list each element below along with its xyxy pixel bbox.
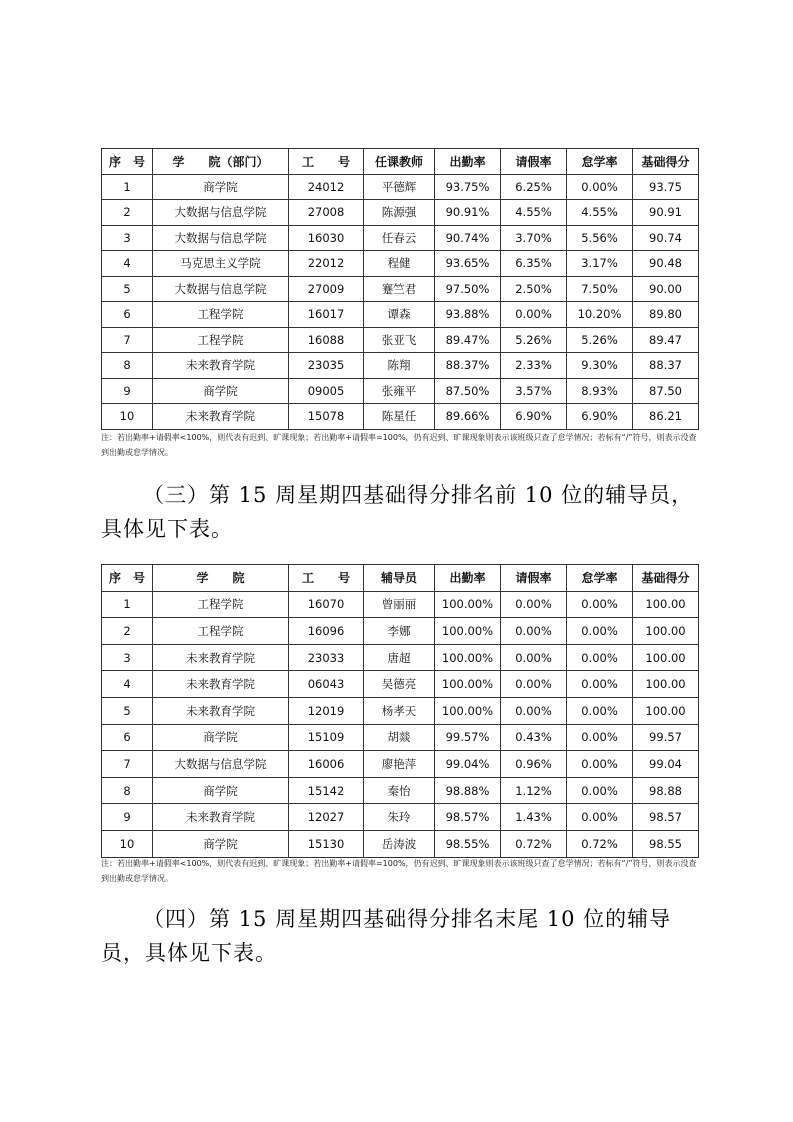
column-header: 序 号	[102, 565, 153, 592]
table-cell: 100.00	[633, 618, 699, 645]
table-cell: 3	[102, 644, 153, 671]
table-cell: 秦怡	[364, 777, 435, 804]
table-cell: 大数据与信息学院	[153, 751, 289, 778]
table-cell: 0.72%	[567, 830, 633, 857]
table-cell: 杨孝天	[364, 697, 435, 724]
table-cell: 100.00	[633, 697, 699, 724]
table-cell: 90.91%	[435, 200, 501, 226]
table-cell: 5.56%	[567, 225, 633, 251]
column-header: 学 院	[153, 565, 289, 592]
table-cell: 1.43%	[501, 804, 567, 831]
table-row	[102, 225, 699, 251]
table-cell: 0.43%	[501, 724, 567, 751]
table-cell: 15109	[289, 724, 364, 751]
table-cell: 100.00%	[435, 618, 501, 645]
table-cell: 93.65%	[435, 251, 501, 277]
table-cell: 5	[102, 276, 153, 302]
table-cell: 平德辉	[364, 174, 435, 200]
table-cell: 大数据与信息学院	[153, 225, 289, 251]
table-cell: 0.00%	[567, 644, 633, 671]
column-header: 出勤率	[435, 149, 501, 175]
column-header: 出勤率	[435, 565, 501, 592]
table-cell: 8.93%	[567, 378, 633, 404]
table-cell: 89.80	[633, 302, 699, 328]
table-row	[102, 327, 699, 353]
table-footnote: 注：若出勤率+请假率<100%，则代表有迟到、旷课现象；若出勤率+请假率=100%，仍有迟到、旷课现象则表示该班级只查了怠学情况；若标有“/”符号，则表示没查到出勤或怠学情况。	[101, 433, 697, 457]
table-cell: 5.26%	[501, 327, 567, 353]
table-cell: 大数据与信息学院	[153, 200, 289, 226]
table-cell: 1.12%	[501, 777, 567, 804]
table-cell: 陈星任	[364, 404, 435, 430]
table-cell: 曾丽丽	[364, 591, 435, 618]
table-cell: 88.37	[633, 353, 699, 379]
table-cell: 0.00%	[567, 591, 633, 618]
table-cell: 89.47	[633, 327, 699, 353]
table-cell: 未来教育学院	[153, 353, 289, 379]
table-cell: 蹇竺君	[364, 276, 435, 302]
table-row	[102, 200, 699, 226]
table-cell: 9	[102, 378, 153, 404]
table-row	[102, 618, 699, 645]
table-cell: 未来教育学院	[153, 404, 289, 430]
table-row	[102, 804, 699, 831]
table-cell: 9.30%	[567, 353, 633, 379]
table-cell: 张雍平	[364, 378, 435, 404]
table-row	[102, 174, 699, 200]
table-cell: 22012	[289, 251, 364, 277]
column-header: 怠学率	[567, 565, 633, 592]
table-cell: 谭森	[364, 302, 435, 328]
column-header: 学 院（部门）	[153, 149, 289, 175]
table-cell: 0.00%	[567, 777, 633, 804]
table-cell: 9	[102, 804, 153, 831]
table-cell: 6.25%	[501, 174, 567, 200]
table-cell: 未来教育学院	[153, 697, 289, 724]
table-cell: 100.00%	[435, 644, 501, 671]
table-cell: 98.88%	[435, 777, 501, 804]
column-header: 怠学率	[567, 149, 633, 175]
teacher-ranking-table	[101, 148, 699, 430]
table-cell: 6.90%	[501, 404, 567, 430]
table-cell: 16006	[289, 751, 364, 778]
table-cell: 90.48	[633, 251, 699, 277]
table-cell: 10	[102, 404, 153, 430]
table-cell: 0.00%	[567, 724, 633, 751]
table-cell: 3.57%	[501, 378, 567, 404]
table-row	[102, 830, 699, 857]
table-cell: 2.33%	[501, 353, 567, 379]
table-cell: 0.00%	[567, 618, 633, 645]
table-cell: 8	[102, 777, 153, 804]
table-cell: 未来教育学院	[153, 671, 289, 698]
table-cell: 0.00%	[501, 644, 567, 671]
column-header: 请假率	[501, 149, 567, 175]
table-cell: 10.20%	[567, 302, 633, 328]
table-cell: 2	[102, 200, 153, 226]
table-cell: 93.75%	[435, 174, 501, 200]
table-cell: 23035	[289, 353, 364, 379]
table-cell: 唐超	[364, 644, 435, 671]
table-cell: 97.50%	[435, 276, 501, 302]
table-cell: 0.00%	[501, 671, 567, 698]
table-cell: 98.57	[633, 804, 699, 831]
table-cell: 0.72%	[501, 830, 567, 857]
table-cell: 工程学院	[153, 618, 289, 645]
table-cell: 张亚飞	[364, 327, 435, 353]
table-row	[102, 276, 699, 302]
table-cell: 16096	[289, 618, 364, 645]
column-header: 请假率	[501, 565, 567, 592]
table-cell: 89.47%	[435, 327, 501, 353]
table-cell: 0.00%	[501, 697, 567, 724]
table-cell: 16030	[289, 225, 364, 251]
table-cell: 98.55%	[435, 830, 501, 857]
table-cell: 7	[102, 327, 153, 353]
table-footnote: 注：若出勤率+请假率<100%，则代表有迟到、旷课现象；若出勤率+请假率=100%，仍有迟到、旷课现象则表示该班级只查了怠学情况；若标有“/”符号，则表示没查到出勤或怠学情况。	[101, 859, 697, 883]
table-cell: 朱玲	[364, 804, 435, 831]
table-cell: 7	[102, 751, 153, 778]
table-cell: 24012	[289, 174, 364, 200]
table-cell: 89.66%	[435, 404, 501, 430]
table-cell: 10	[102, 830, 153, 857]
table-cell: 3	[102, 225, 153, 251]
counselor-top-ranking-table	[101, 564, 699, 858]
table-cell: 88.37%	[435, 353, 501, 379]
table-row	[102, 251, 699, 277]
table-cell: 岳涛波	[364, 830, 435, 857]
table-cell: 程健	[364, 251, 435, 277]
table-cell: 98.88	[633, 777, 699, 804]
table-row	[102, 751, 699, 778]
table-cell: 0.00%	[567, 697, 633, 724]
column-header: 基础得分	[633, 149, 699, 175]
table-cell: 8	[102, 353, 153, 379]
table-cell: 100.00%	[435, 591, 501, 618]
table-cell: 4	[102, 251, 153, 277]
table-cell: 6.90%	[567, 404, 633, 430]
table-cell: 4.55%	[567, 200, 633, 226]
table-cell: 09005	[289, 378, 364, 404]
table-cell: 16088	[289, 327, 364, 353]
table-cell: 100.00	[633, 671, 699, 698]
table-cell: 0.00%	[567, 751, 633, 778]
table-cell: 马克思主义学院	[153, 251, 289, 277]
table-cell: 90.74	[633, 225, 699, 251]
table-cell: 4.55%	[501, 200, 567, 226]
table-cell: 商学院	[153, 830, 289, 857]
table-cell: 6	[102, 724, 153, 751]
table-cell: 李娜	[364, 618, 435, 645]
table-cell: 未来教育学院	[153, 644, 289, 671]
table-cell: 27009	[289, 276, 364, 302]
table-cell: 4	[102, 671, 153, 698]
table-cell: 6.35%	[501, 251, 567, 277]
table-cell: 27008	[289, 200, 364, 226]
table-cell: 6	[102, 302, 153, 328]
table-cell: 商学院	[153, 378, 289, 404]
table-cell: 未来教育学院	[153, 804, 289, 831]
column-header: 工 号	[289, 149, 364, 175]
table-cell: 15130	[289, 830, 364, 857]
table-cell: 胡燚	[364, 724, 435, 751]
table-row	[102, 671, 699, 698]
table-cell: 90.74%	[435, 225, 501, 251]
table-cell: 12027	[289, 804, 364, 831]
column-header: 序 号	[102, 149, 153, 175]
table-cell: 商学院	[153, 174, 289, 200]
table-cell: 1	[102, 591, 153, 618]
table-row	[102, 302, 699, 328]
table-cell: 100.00	[633, 644, 699, 671]
table-cell: 87.50%	[435, 378, 501, 404]
table-cell: 2.50%	[501, 276, 567, 302]
table-cell: 大数据与信息学院	[153, 276, 289, 302]
table-cell: 15078	[289, 404, 364, 430]
table-cell: 0.00%	[567, 671, 633, 698]
table-cell: 90.91	[633, 200, 699, 226]
table-cell: 100.00%	[435, 697, 501, 724]
table-cell: 100.00	[633, 591, 699, 618]
table-cell: 99.04	[633, 751, 699, 778]
column-header: 辅导员	[364, 565, 435, 592]
table-row	[102, 404, 699, 430]
table-cell: 87.50	[633, 378, 699, 404]
table-cell: 99.57	[633, 724, 699, 751]
table-cell: 0.00%	[501, 618, 567, 645]
table-cell: 商学院	[153, 777, 289, 804]
table-cell: 93.88%	[435, 302, 501, 328]
table-row	[102, 644, 699, 671]
table-cell: 0.00%	[501, 302, 567, 328]
column-header: 工 号	[289, 565, 364, 592]
section-heading: （三）第 15 周星期四基础得分排名前 10 位的辅导员，具体见下表。	[101, 483, 694, 541]
table-cell: 3.17%	[567, 251, 633, 277]
table-row	[102, 378, 699, 404]
table-cell: 16070	[289, 591, 364, 618]
table-cell: 15142	[289, 777, 364, 804]
table-cell: 99.57%	[435, 724, 501, 751]
table-cell: 93.75	[633, 174, 699, 200]
table-cell: 工程学院	[153, 591, 289, 618]
table-row	[102, 697, 699, 724]
table-cell: 98.57%	[435, 804, 501, 831]
table-cell: 86.21	[633, 404, 699, 430]
table-cell: 任春云	[364, 225, 435, 251]
table-cell: 5	[102, 697, 153, 724]
table-cell: 陈翔	[364, 353, 435, 379]
column-header: 基础得分	[633, 565, 699, 592]
table-cell: 0.00%	[567, 804, 633, 831]
table-cell: 12019	[289, 697, 364, 724]
table-cell: 0.96%	[501, 751, 567, 778]
column-header: 任课教师	[364, 149, 435, 175]
table-cell: 0.00%	[567, 174, 633, 200]
table-cell: 廖艳萍	[364, 751, 435, 778]
table-header-row	[102, 149, 699, 175]
table-cell: 23033	[289, 644, 364, 671]
table-cell: 商学院	[153, 724, 289, 751]
table-cell: 工程学院	[153, 302, 289, 328]
table-cell: 99.04%	[435, 751, 501, 778]
table-header-row	[102, 565, 699, 592]
table-cell: 90.00	[633, 276, 699, 302]
table-cell: 98.55	[633, 830, 699, 857]
table-cell: 7.50%	[567, 276, 633, 302]
table-cell: 0.00%	[501, 591, 567, 618]
table-cell: 06043	[289, 671, 364, 698]
table-row	[102, 724, 699, 751]
table-cell: 5.26%	[567, 327, 633, 353]
table-row	[102, 591, 699, 618]
table-cell: 2	[102, 618, 153, 645]
table-cell: 100.00%	[435, 671, 501, 698]
table-cell: 1	[102, 174, 153, 200]
table-cell: 陈源强	[364, 200, 435, 226]
table-cell: 16017	[289, 302, 364, 328]
table-row	[102, 353, 699, 379]
table-cell: 工程学院	[153, 327, 289, 353]
table-cell: 吴德亮	[364, 671, 435, 698]
table-row	[102, 777, 699, 804]
table-cell: 3.70%	[501, 225, 567, 251]
section-heading: （四）第 15 周星期四基础得分排名末尾 10 位的辅导员，具体见下表。	[101, 907, 672, 965]
